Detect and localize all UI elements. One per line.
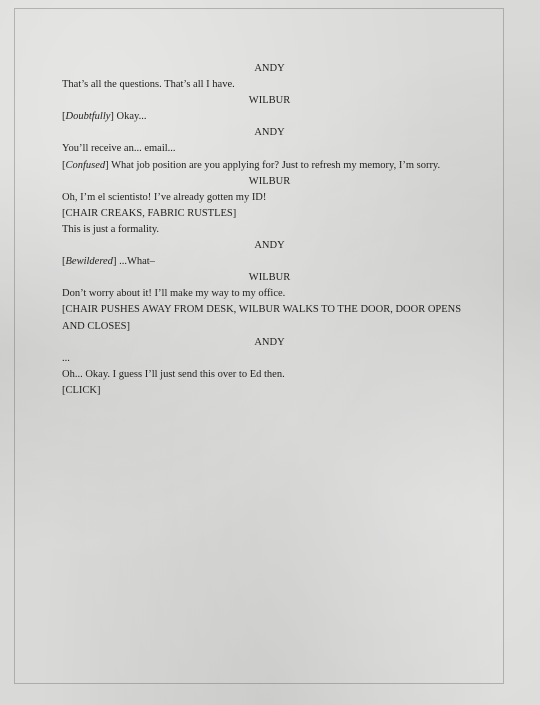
speaker-name: WILBUR	[248, 95, 291, 107]
dialogue-text: Okay...	[113, 111, 147, 123]
dialogue-line: Oh... Okay. I guess I’ll just send this over to Ed then.	[62, 368, 285, 380]
script-page	[62, 61, 477, 399]
dialogue-text: ...What–	[116, 256, 155, 268]
stage-cue: Doubtfully	[65, 111, 111, 123]
speaker-name: ANDY	[254, 336, 285, 348]
dialogue-line: Oh, I’m el scientisto! I’ve already gotten my ID!	[62, 191, 267, 203]
dialogue-line: This is just a formality.	[62, 223, 160, 235]
dialogue-line: That’s all the questions. That’s all I have.	[62, 79, 235, 91]
dialogue-line: Don’t worry about it! I’ll make my way to my office.	[62, 288, 286, 300]
speaker-name: ANDY	[254, 127, 285, 139]
sound-effect-line: [CHAIR PUSHES AWAY FROM DESK, WILBUR WALKS TO THE DOOR, DOOR OPENS AND CLOSES]	[62, 304, 462, 332]
sound-effect-line: [CHAIR CREAKS, FABRIC RUSTLES]	[62, 207, 237, 219]
dialogue-line: [Doubtfully] Okay...	[62, 111, 147, 123]
speaker-name: WILBUR	[248, 272, 291, 284]
dialogue-line: ...	[62, 352, 70, 364]
dialogue-line: You’ll receive an... email...	[62, 143, 176, 155]
dialogue-line: [Bewildered] ...What–	[62, 256, 155, 268]
speaker-name: WILBUR	[248, 175, 291, 187]
dialogue-line: [Confused] What job position are you applying for? Just to refresh my memory, I’m sorry.	[62, 159, 441, 171]
sound-effect-line: [CLICK]	[62, 384, 101, 396]
speaker-name: ANDY	[254, 240, 285, 252]
dialogue-text: What job position are you applying for? Just to refresh my memory, I’m sorry.	[108, 159, 441, 171]
stage-cue: Confused	[65, 159, 106, 171]
stage-cue: Bewildered	[65, 256, 113, 268]
speaker-name: ANDY	[254, 63, 285, 74]
